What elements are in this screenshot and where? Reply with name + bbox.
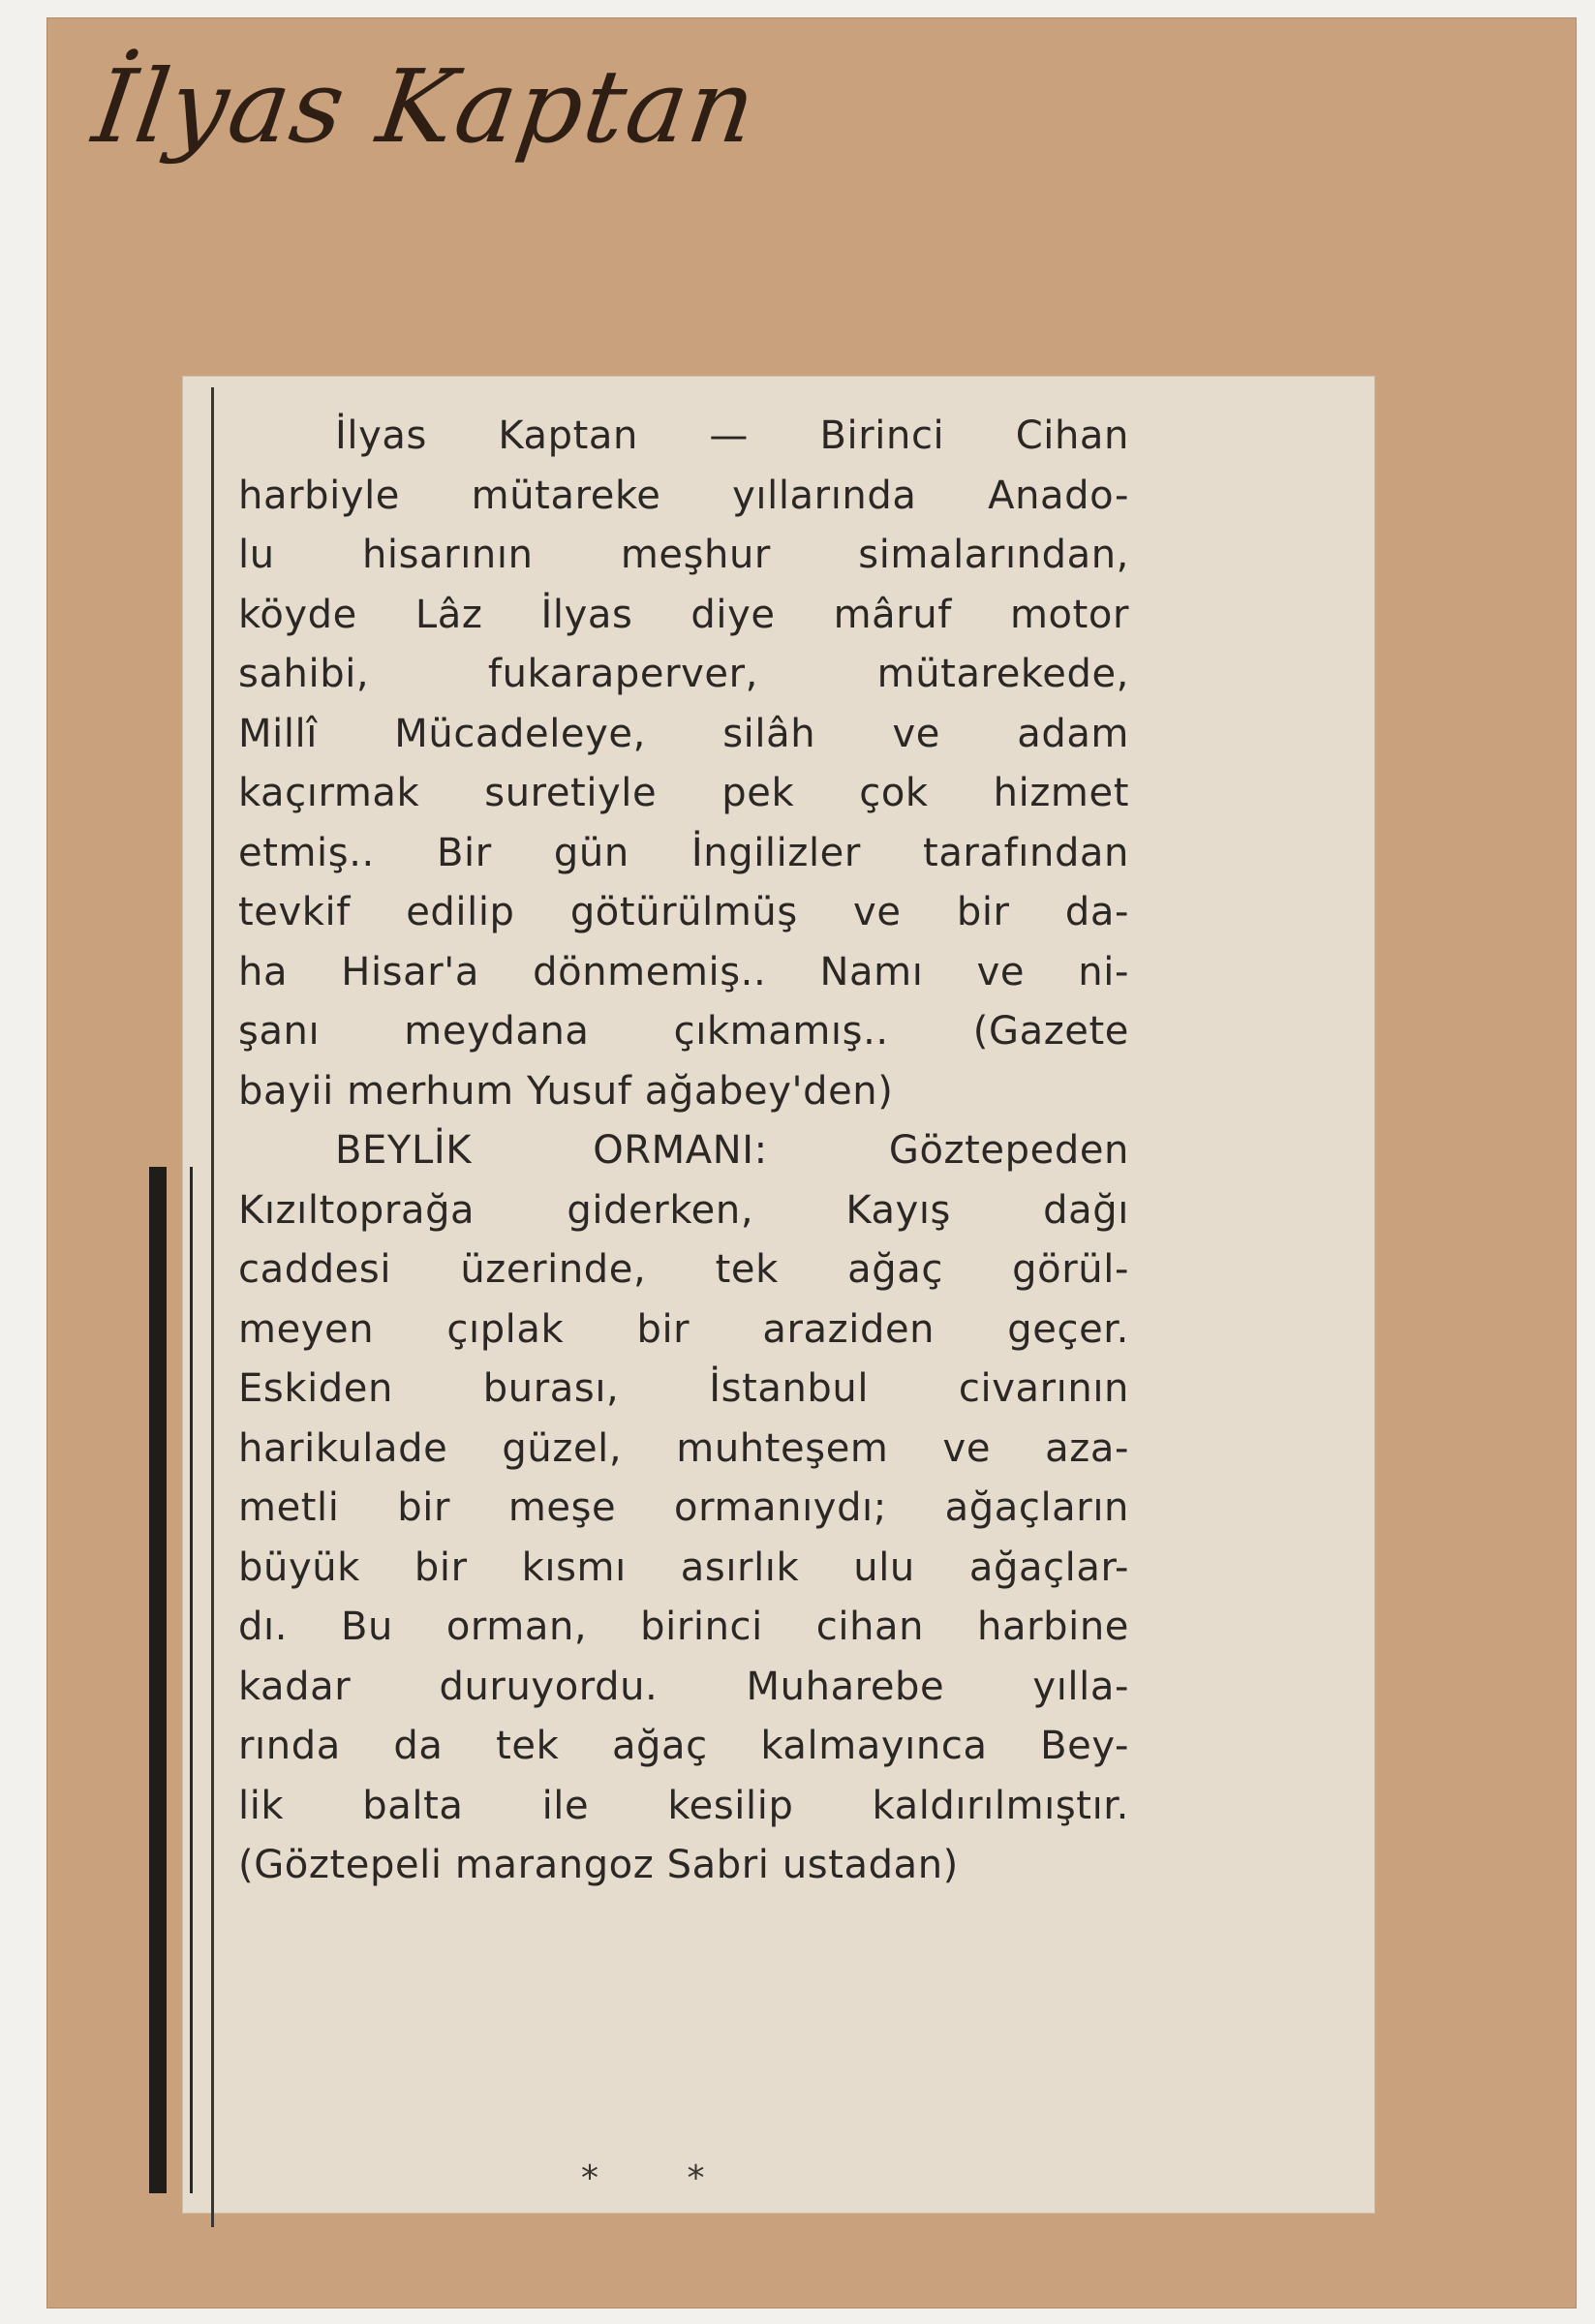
article-line: şanı meydana çıkmamış.. (Gazete xyxy=(238,1009,1129,1054)
article-line: kadar duruyordu. Muharebe yılla- xyxy=(238,1664,1129,1709)
article-line: kaçırmak suretiyle pek çok hizmet xyxy=(238,771,1129,815)
article-line: köyde Lâz İlyas diye mâruf motor xyxy=(238,592,1129,637)
article-text xyxy=(238,407,1129,1896)
section-heading-line: BEYLİK ORMANI: Göztepeden xyxy=(335,1128,1129,1173)
article-line: Kızıltoprağa giderken, Kayış dağı xyxy=(238,1187,1129,1233)
article-line: tevkif edilip götürülmüş ve bir da- xyxy=(238,890,1129,934)
column-rule xyxy=(211,387,214,2227)
article-line: lu hisarının meşhur simalarından, xyxy=(238,533,1129,577)
article-line: (Göztepeli marangoz Sabri ustadan) xyxy=(238,1843,959,1887)
column-rule-thick xyxy=(149,1167,167,2193)
article-line: harbiyle mütareke yıllarında Anado- xyxy=(238,473,1129,518)
separator-asterisks: * * xyxy=(581,2158,744,2198)
handwritten-title: İlyas Kaptan xyxy=(86,47,765,166)
column-rule-secondary xyxy=(190,1167,193,2193)
article-line: rında da tek ağaç kalmayınca Bey- xyxy=(238,1724,1129,1768)
article-line: meyen çıplak bir araziden geçer. xyxy=(238,1306,1129,1352)
article-line: Eskiden burası, İstanbul civarının xyxy=(238,1366,1129,1411)
article-line: metli bir meşe ormanıydı; ağaçların xyxy=(238,1485,1129,1530)
article-line: sahibi, fukaraperver, mütarekede, xyxy=(238,652,1129,696)
article-line: dı. Bu orman, birinci cihan harbine xyxy=(238,1605,1129,1649)
article-line: caddesi üzerinde, tek ağaç görül- xyxy=(238,1247,1129,1292)
article-line: harikulade güzel, muhteşem ve aza- xyxy=(238,1425,1129,1471)
article-line: lik balta ile kesilip kaldırılmıştır. xyxy=(238,1783,1129,1828)
article-line: İlyas Kaptan — Birinci Cihan xyxy=(335,413,1129,458)
article-line: Millî Mücadeleye, silâh ve adam xyxy=(238,711,1129,756)
article-line: bayii merhum Yusuf ağabey'den) xyxy=(238,1068,894,1114)
article-line: etmiş.. Bir gün İngilizler tarafından xyxy=(238,830,1129,875)
article-line: ha Hisar'a dönmemiş.. Namı ve ni- xyxy=(238,949,1129,994)
article-line: büyük bir kısmı asırlık ulu ağaçlar- xyxy=(238,1544,1129,1590)
